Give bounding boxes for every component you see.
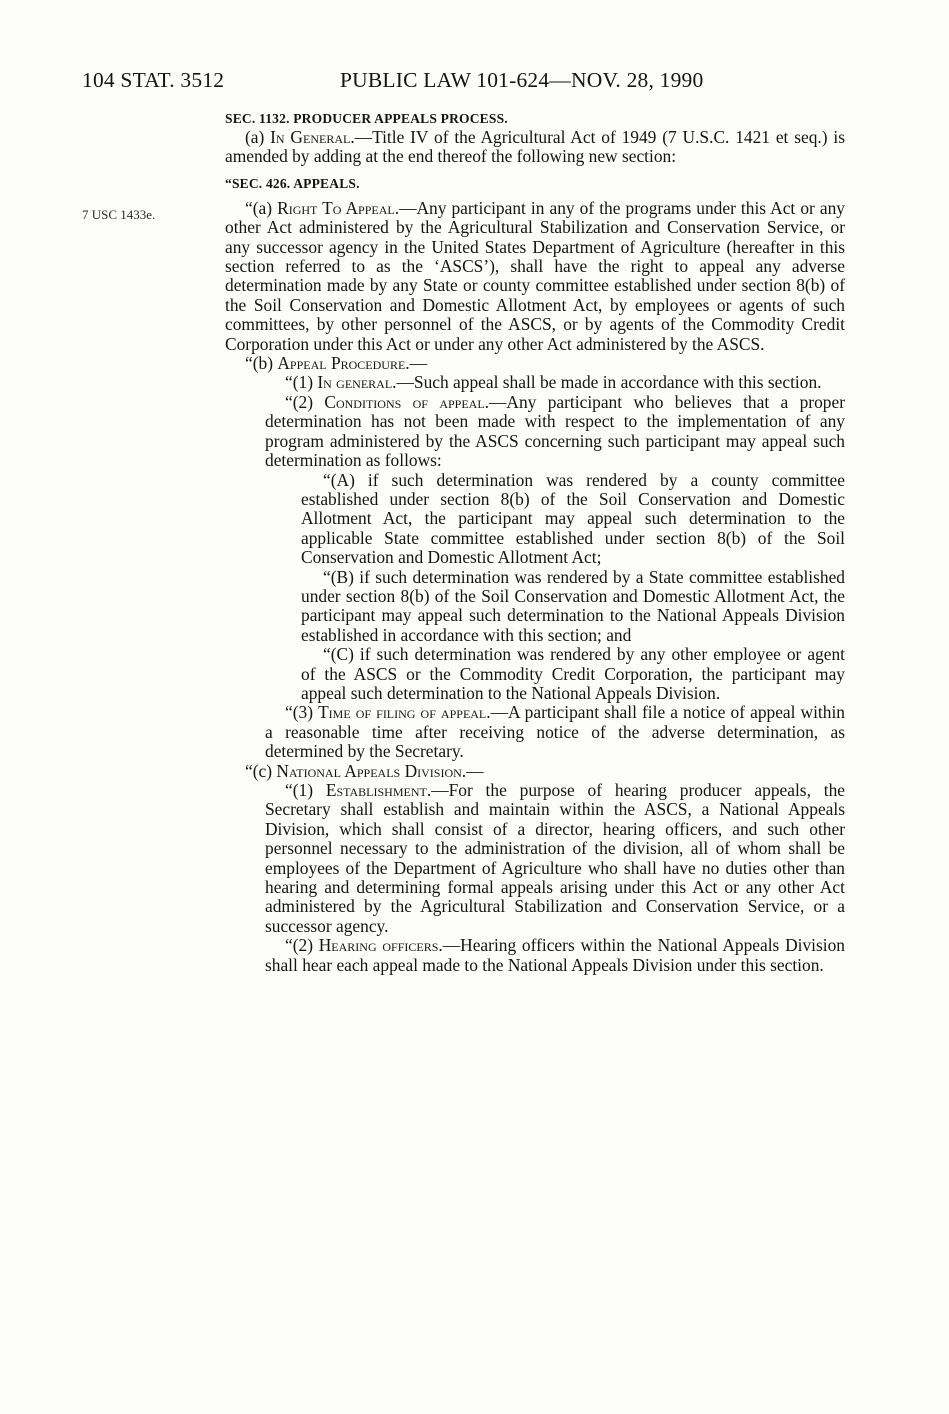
section-426-c2 [225, 936, 845, 975]
paragraph-caption: Hearing officers. [318, 935, 443, 956]
section-426-b2-B: “(B) if such determination was rendered by a State committee established under section 8(b) of the Soil Conservation and Domestic Allotment Act, the participant may appeal such determination to the National Appeals Division established in accordance with this section; and [301, 566, 845, 645]
section-426-c1 [225, 781, 845, 936]
paragraph-prefix: “(b) [245, 353, 278, 374]
usc-margin-note: 7 USC 1433e. [82, 207, 156, 222]
paragraph-text: —A participant shall file a notice of appeal within a reasonable time after receiving notice of the adverse determination, as determined by the Secretary. [265, 702, 845, 762]
paragraph-text: —Hearing officers within the National Appeals Division shall hear each appeal made to the National Appeals Division under this section. [265, 935, 845, 975]
paragraph-text: —For the purpose of hearing producer appeals, the Secretary shall establish and maintain within the ASCS, a National Appeals Division, which shall consist of a director, hearing officers, and such other personnel necessary to the administration of the division, all of whom shall be employees of the Department of Agriculture who shall have no duties other than hearing and determining formal appeals arising under this Act or any other Act administered by the Agricultural Stabilization and Conservation Service, or a successor agency. [265, 780, 845, 936]
paragraph-text: —Such appeal shall be made in accordance with this section. [396, 372, 822, 393]
paragraph-prefix: “(c) [245, 760, 277, 781]
section-426-b1 [225, 373, 845, 392]
paragraph-prefix: “(1) [285, 372, 318, 393]
paragraph-prefix: “(a) [245, 197, 278, 218]
paragraph-text: —Title IV of the Agricultural Act of 1949 (7 U.S.C. 1421 et seq.) is amended by adding at the end thereof the following new section: [225, 127, 845, 167]
paragraph-text: —Any participant who believes that a proper determination has not been made with respect to the implementation of any program administered by the ASCS concerning such participant may appeal such determination as follows: [265, 391, 845, 471]
paragraph-caption: Appeal Procedure. [277, 353, 410, 374]
paragraph-prefix: “(2) [285, 391, 325, 412]
section-1132-a [225, 128, 845, 167]
paragraph-prefix: “(3) [285, 702, 319, 723]
section-426-b2-A: “(A) if such determination was rendered by a county committee established under section 8(b) of the Soil Conservation and Domestic Allotment Act, the participant may appeal such determination to the applicable State committee established under section 8(b) of the Soil Conservation and Domestic Allotment Act; [301, 469, 845, 568]
paragraph-caption: In general. [317, 372, 397, 393]
paragraph-dash: — [466, 760, 484, 781]
section-426-heading: “SEC. 426. APPEALS. [225, 175, 360, 191]
paragraph-prefix: (a) [245, 127, 271, 147]
paragraph-prefix: “(2) [285, 935, 319, 956]
section-426-a [225, 199, 845, 354]
paragraph-caption: Establishment. [325, 780, 432, 800]
page-header [82, 68, 842, 98]
section-1132-heading: SEC. 1132. PRODUCER APPEALS PROCESS. [225, 111, 508, 126]
paragraph-caption: National Appeals Division. [276, 760, 467, 781]
paragraph-text: —Any participant in any of the programs under this Act or any other Act administered by the Agricultural Stabilization and Conservation Service, or any successor agency in the United States Department of Agriculture (hereafter in this section referred to as the ‘ASCS’), shall have the right to appeal any adverse determination made by any State or county committee established under section 8(b) of the Soil Conservation and Domestic Allotment Act, by employees or agents of such committees, by other personnel of the ASCS, or by agents of the Commodity Credit Corporation under this Act or under any other Act administered by the ASCS. [225, 197, 845, 354]
paragraph-caption: Conditions of appeal. [324, 391, 490, 412]
paragraph-caption: Time of filing of appeal. [318, 702, 491, 723]
section-426-b2 [225, 393, 845, 471]
section-426-b2-C: “(C) if such determination was rendered by any other employee or agent of the ASCS or the Commodity Credit Corporation, the participant may appeal such determination to the National Appeals Division. [301, 644, 845, 703]
statute-body [225, 110, 845, 975]
paragraph-caption: In General. [270, 127, 355, 147]
paragraph-prefix: “(1) [285, 780, 326, 800]
stat-citation: 104 STAT. 3512 [82, 68, 225, 92]
public-law-title: PUBLIC LAW 101-624—NOV. 28, 1990 [340, 68, 704, 92]
section-426-c-heading [225, 762, 845, 781]
section-426-b-heading [225, 354, 845, 373]
paragraph-dash: — [409, 353, 428, 374]
section-426-b3 [225, 703, 845, 761]
paragraph-caption: Right To Appeal. [277, 197, 400, 218]
